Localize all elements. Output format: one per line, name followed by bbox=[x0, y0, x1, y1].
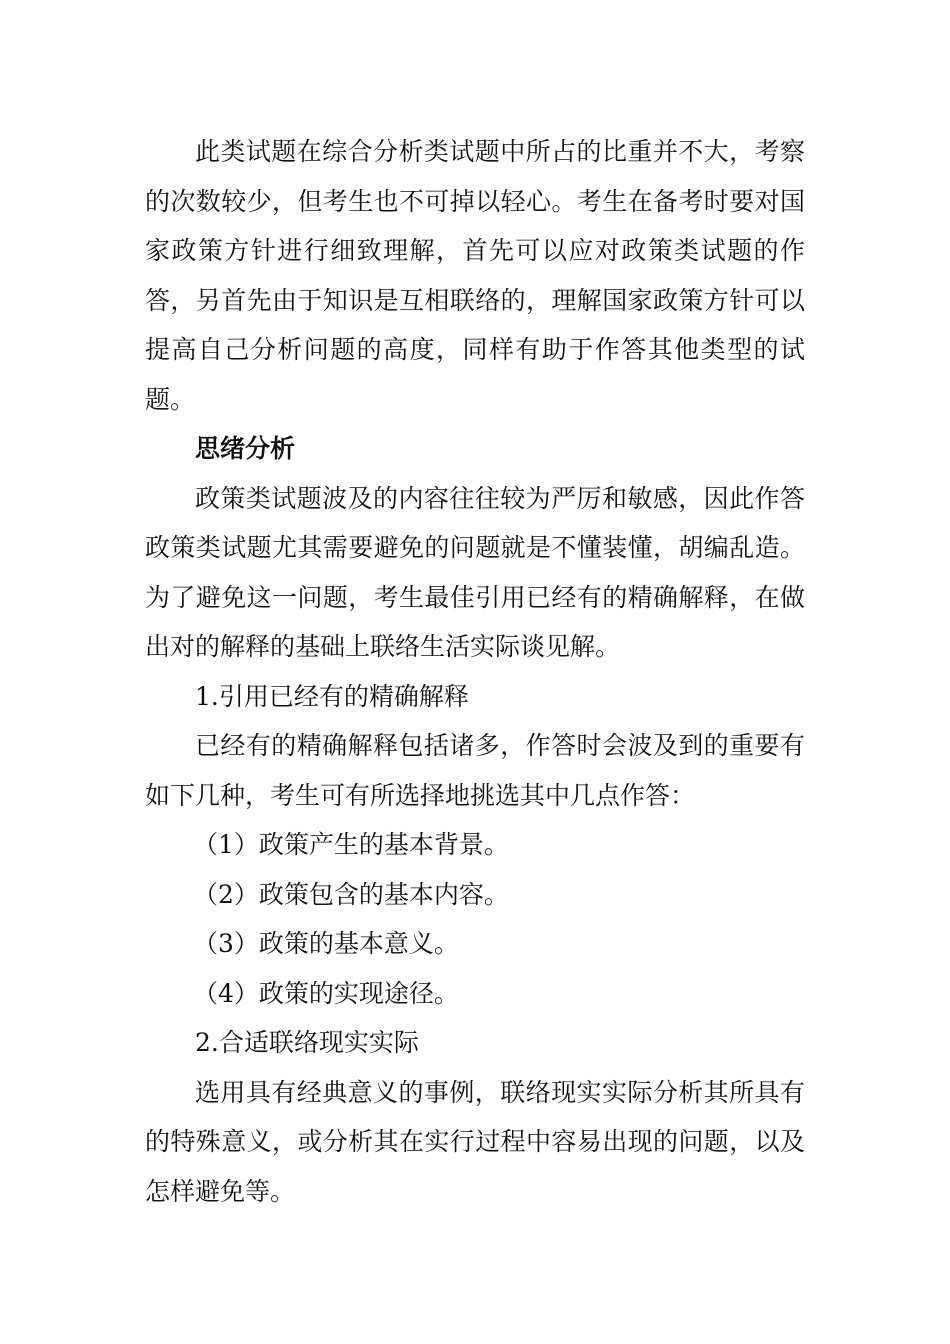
point1-title: 1.引用已经有的精确解释 bbox=[195, 681, 469, 711]
point1-paragraph: 已经有的精确解释包括诸多，作答时会波及到的重要有如下几种，考生可有所选择地挑选其中几点作答： bbox=[145, 731, 805, 810]
analysis-paragraph: 政策类试题波及的内容往往较为严厉和敏感，因此作答政策类试题尤其需要避免的问题就是不懂装懂，胡编乱造。为了避免这一问题，考生最佳引用已经有的精确解释，在做出对的解释的基础上联络生活实际谈见解。 bbox=[145, 483, 805, 661]
list-item: （4）政策的实现途径。 bbox=[193, 978, 459, 1008]
point2-title: 2.合适联络现实实际 bbox=[195, 1028, 419, 1057]
document-body bbox=[145, 127, 805, 1216]
intro-paragraph: 此类试题在综合分析类试题中所占的比重并不大，考察的次数较少，但考生也不可掉以轻心。考生在备考时要对国家政策方针进行细致理解，首先可以应对政策类试题的作答，另首先由于知识是互相联络的，理解国家政策方针可以提高自己分析问题的高度，同样有助于作答其他类型的试题。 bbox=[145, 137, 805, 414]
list-item: （1）政策产生的基本背景。 bbox=[193, 830, 509, 859]
list-item: （3）政策的基本意义。 bbox=[193, 929, 459, 958]
list-item: （2）政策包含的基本内容。 bbox=[193, 879, 509, 909]
point2-paragraph: 选用具有经典意义的事例，联络现实实际分析其所具有的特殊意义，或分析其在实行过程中容易出现的问题，以及怎样避免等。 bbox=[145, 1077, 805, 1206]
section-heading: 思绪分析 bbox=[195, 434, 296, 463]
